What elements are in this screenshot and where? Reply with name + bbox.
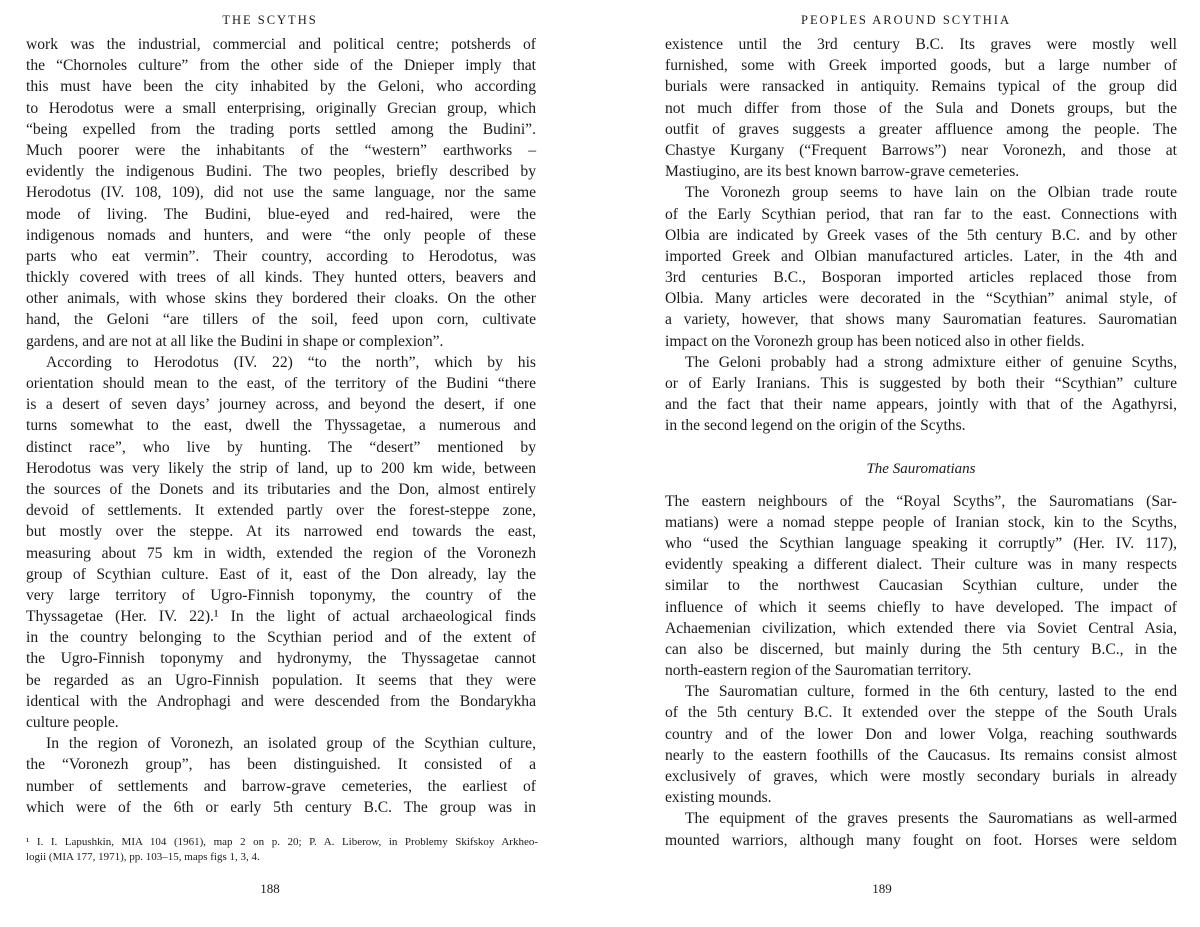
text-line: identical with the Androphagi and were descended from the Bondarykha [26, 692, 536, 710]
text-line: The Geloni probably had a strong admixture either of genuine Scyths, [685, 353, 1177, 371]
body-text [665, 34, 1177, 851]
text-line: existing mounds. [665, 789, 772, 807]
running-head: PEOPLES AROUND SCYTHIA [801, 13, 1011, 27]
text-line: which were of the 6th or early 5th century B.C. The group was in [26, 798, 536, 816]
text-line: Achaemenian civilization, which extended there via Soviet Central Asia, [665, 619, 1177, 637]
text-line: group of Scythian culture. East of it, east of the Don already, lay the [26, 565, 536, 583]
text-line: is a desert of seven days’ journey across, and beyond the desert, if one [26, 396, 536, 414]
text-line: distinct race”, who live by hunting. The “desert” mentioned by [26, 438, 536, 456]
text-line: and the fact that their name appears, jointly with that of the Agathyrsi, [665, 396, 1177, 414]
running-head: THE SCYTHS [222, 13, 318, 27]
text-line: devoid of settlements. It extended partly over the forest-steppe zone, [26, 502, 536, 520]
text-line: north-eastern region of the Sauromatian territory. [665, 662, 972, 680]
text-line: The equipment of the graves presents the Sauromatians as well-armed [685, 810, 1177, 828]
text-line: turns somewhat to the east, dwell the Thyssagetae, a numerous and [26, 417, 536, 435]
text-line: the “Voronezh group”, has been distinguished. It consisted of a [26, 756, 536, 774]
text-line: the sources of the Donets and its tributaries and the Don, almost entirely [26, 480, 536, 498]
text-line: measuring about 75 km in width, extended the region of the Voronezh [26, 544, 536, 562]
text-line: of the 5th century B.C. It extended over the steppe of the South Urals [665, 704, 1177, 722]
body-text [26, 34, 536, 818]
text-line: who “used the Scythian language speaking it corruptly” (Her. IV. 117), [665, 534, 1177, 552]
text-line: In the region of Voronezh, an isolated group of the Scythian culture, [46, 735, 536, 753]
text-line: in the second legend on the origin of the Scyths. [665, 417, 966, 435]
text-line: can also be discerned, but mainly during the 5th century B.C., in the [665, 640, 1177, 658]
text-line: but mostly over the steppe. At its narrowed end towards the east, [26, 523, 536, 541]
text-line: other animals, with whose skins they bordered their cloaks. On the other [26, 290, 536, 308]
text-line: the Ugro-Finnish toponymy and hydronymy, the Thyssagetae cannot [26, 650, 536, 668]
text-line: culture people. [26, 714, 119, 731]
text-line: Mastiugino, are its best known barrow-grave cemeteries. [665, 163, 1020, 181]
text-line: or of Early Iranians. This is suggested by both their “Scythian” culture [665, 375, 1177, 392]
text-line: very large territory of Ugro-Finnish toponymy, the country of the [26, 586, 536, 604]
text-line: number of settlements and barrow-grave cemeteries, the earliest of [26, 777, 536, 795]
footnote-line: ¹ I. I. Lapushkin, MIA 104 (1961), map 2 on p. 20; P. A. Liberow, in Problemy Skifskoy Arkheo- [26, 836, 538, 848]
footnote-line: logii (MIA 177, 1971), pp. 103–15, maps figs 1, 3, 4. [26, 851, 260, 863]
text-line: Herodotus was very likely the strip of land, up to 200 km wide, between [26, 459, 536, 477]
text-line: thickly covered with trees of all kinds. They hunted otters, beavers and [26, 269, 536, 287]
text-line: mounted warriors, although many fought on foot. Horses were seldom [665, 831, 1177, 849]
text-line: “being expelled from the trading ports settled among the Budini”. [26, 120, 536, 138]
text-line: Olbia. Many articles were decorated in the “Scythian” animal style, of [665, 290, 1177, 308]
text-line: nearly to the eastern foothills of the Caucasus. Its remains consist almost [665, 746, 1177, 764]
text-line: existence until the 3rd century B.C. Its graves were mostly well [665, 36, 1177, 53]
text-line: outfit of graves suggests a greater affluence among the people. The [665, 120, 1177, 138]
text-line: orientation should mean to the east, of the territory of the Budini “there [26, 375, 536, 392]
text-line: the “Chornoles culture” from the other side of the Dnieper imply that [26, 57, 536, 75]
text-line: of the Early Scythian period, that ran far to the east. Connections with [665, 205, 1177, 223]
text-line: The Sauromatian culture, formed in the 6th century, lasted to the end [685, 683, 1177, 701]
text-line: exclusively of graves, which were mostly secondary burials in already [665, 768, 1177, 785]
text-line: mode of living. The Budini, blue-eyed and red-haired, were the [26, 205, 536, 223]
text-line: not much differ from those of the Sula and Donets groups, but the [665, 99, 1177, 117]
text-line: Olbia are indicated by Greek vases of the 5th century B.C. and by other [665, 226, 1177, 244]
text-line: a variety, however, that shows many Sauromatian features. Sauromatian [665, 311, 1177, 329]
text-line: Herodotus (IV. 108, 109), did not use the same language, nor the same [26, 184, 536, 202]
page-number: 189 [872, 881, 892, 896]
text-line: Chastye Kurgany (“Frequent Barrows”) near Voronezh, and those at [665, 141, 1177, 159]
page-number: 188 [260, 881, 280, 896]
text-line: influence of which it seems chiefly to have developed. The impact of [665, 598, 1177, 616]
text-line: Thyssagetae (Her. IV. 22).¹ In the light of actual archaeological finds [26, 608, 536, 626]
text-line: Much poorer were the inhabitants of the “western” earthworks – [26, 141, 536, 159]
text-line: impact on the Voronezh group has been noticed also in other fields. [665, 332, 1085, 350]
text-line: imported Greek and Olbian manufactured articles. Later, in the 4th and [665, 247, 1177, 265]
text-line: furnished, some with Greek imported goods, but a large number of [665, 57, 1177, 75]
text-line: indigenous nomads and hunters, and were “the only people of these [26, 226, 536, 244]
text-line: be regarded as an Ugro-Finnish population. It seems that they were [26, 671, 536, 689]
text-line: this must have been the city inhabited by the Geloni, who according [26, 78, 536, 96]
right-page [636, 0, 1176, 927]
text-line: burials were ransacked in antiquity. Remains typical of the group did [665, 78, 1177, 96]
text-line: country and of the lower Don and lower Volga, reaching southwards [665, 725, 1177, 743]
text-line: The Voronezh group seems to have lain on the Olbian trade route [685, 184, 1177, 202]
text-line: The eastern neighbours of the “Royal Scyths”, the Sauromatians (Sar- [665, 492, 1177, 510]
text-line: parts who eat vermin”. Their country, according to Herodotus, was [26, 247, 536, 265]
text-line: matians) were a nomad steppe people of Iranian stock, kin to the Scyths, [665, 513, 1177, 531]
left-page [0, 0, 560, 927]
text-line: work was the industrial, commercial and political centre; potsherds of [26, 36, 536, 53]
footnotes [26, 835, 538, 865]
text-line: 3rd centuries B.C., Bosporan imported articles replaced those from [665, 269, 1177, 287]
section-heading: The Sauromatians [866, 460, 976, 477]
text-line: According to Herodotus (IV. 22) “to the north”, which by his [46, 353, 536, 371]
text-line: evidently speaking a different dialect. Their culture was in many respects [665, 556, 1177, 574]
text-line: gardens, and are not at all like the Budini in shape or complexion”. [26, 332, 444, 350]
text-line: in the country belonging to the Scythian period and of the extent of [26, 629, 536, 647]
text-line: similar to the northwest Caucasian Scythian culture, under the [665, 577, 1177, 595]
text-line: evidently the indigenous Budini. The two peoples, briefly described by [26, 163, 536, 181]
text-line: hand, the Geloni “are tillers of the soil, feed upon corn, cultivate [26, 311, 536, 329]
text-line: to Herodotus were a small enterprising, originally Grecian group, which [26, 99, 536, 117]
